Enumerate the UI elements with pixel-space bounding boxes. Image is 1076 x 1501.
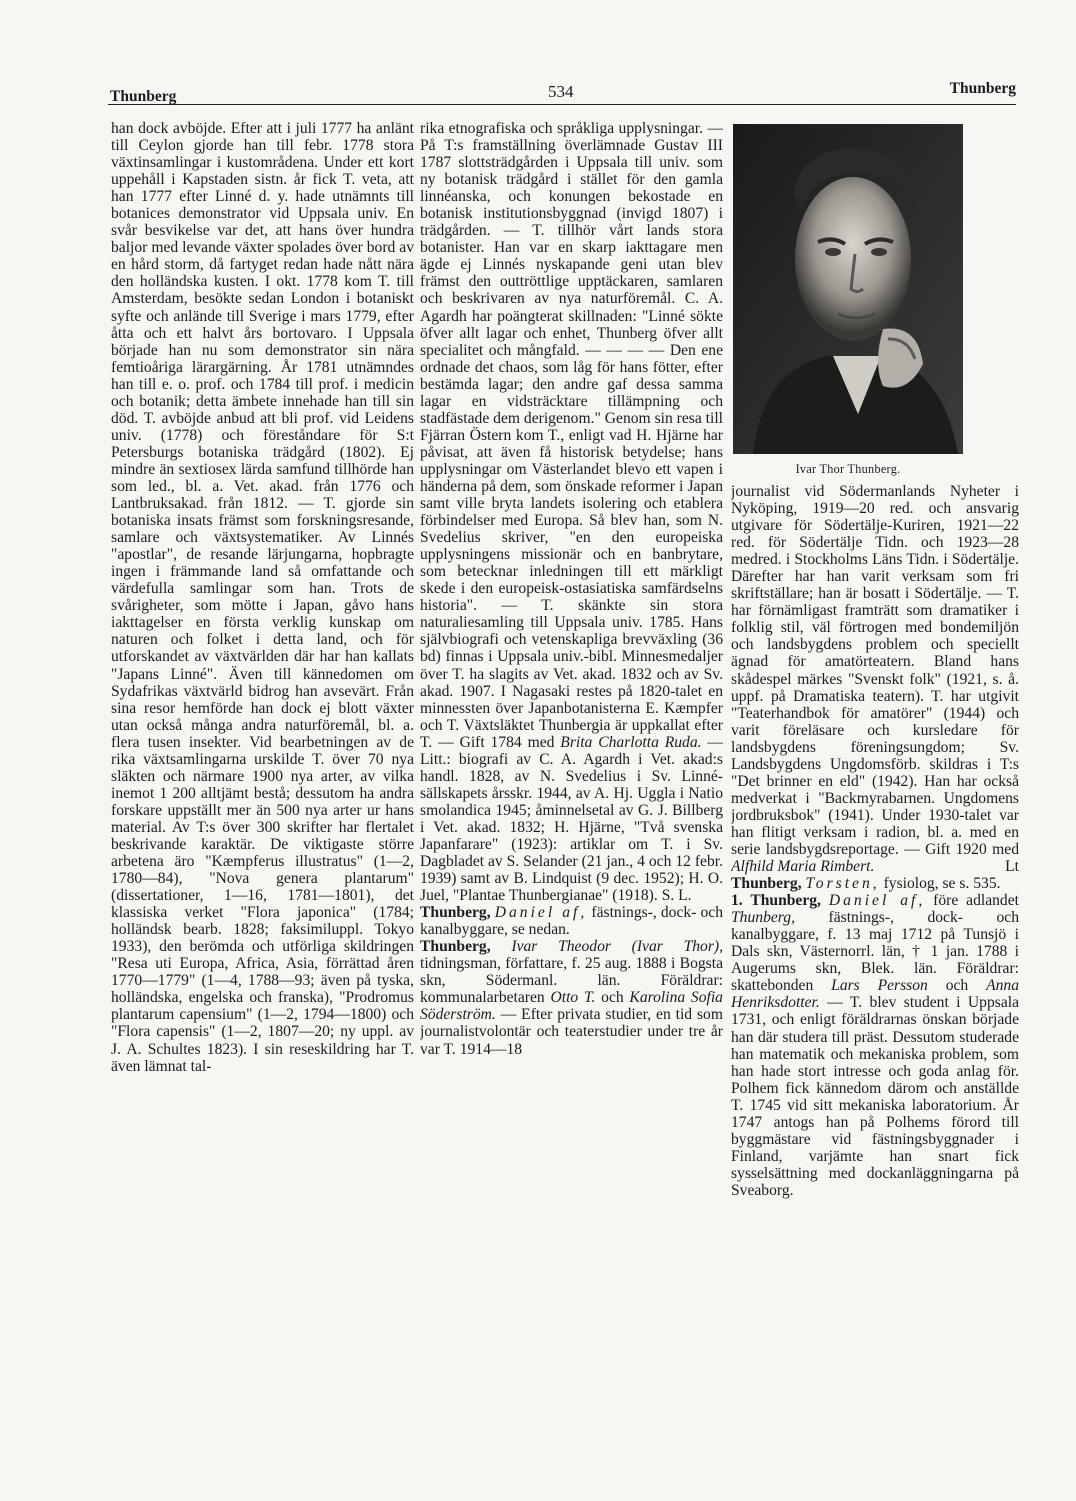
- portrait-photo: [733, 124, 963, 454]
- portrait-caption: Ivar Thor Thunberg.: [795, 462, 901, 476]
- mother-name: Anna Henriksdotter.: [731, 977, 1019, 1012]
- entry-ivar: [420, 938, 723, 1057]
- entry-given-name: Daniel af,: [494, 904, 588, 922]
- entry-text: före adlandet: [933, 892, 1019, 910]
- spouse-name: Alfhild Maria Rimbert.: [731, 858, 875, 876]
- conjunction: och: [945, 977, 969, 995]
- column-1-text: han dock avböjde. Efter att i juli 1777 ha anlänt till Ceylon gjorde han till febr. 1778 stora växtinsamlingar i kustområdena. Under ett kort uppehåll i Kapstaden sistn. år fick T. veta, att han 1777 efter Linné d. y. hade utnämnts till botanices demonstrator vid Uppsala univ. En svår besvikelse var det, att hans över hundra baljor med levande växter spolades över bord av en hård storm, då fartyget redan hade nått nära den holländska kusten. I okt. 1778 kom T. till Amsterdam, besökte sedan London i botaniskt syfte och anlände till Sverige i mars 1779, efter åtta och ett halvt års bortovaro. I Uppsala började han nu som demonstrator sin nära femtioåriga lärargärning. År 1781 utnämndes han till e. o. prof. och 1784 till prof. i medicin och botanik; detta ämbete innehade han till sin död. T. avböjde anbud att bli prof. vid Leidens univ. (1778) och föreståndare för S:t Petersburgs botaniska trädgård (1802). Ej mindre än sextiosex lärda samfund tillhörde han som led., bl. a. Vet. akad. från 1776 och Lantbruksakad. från 1812. — T. gjorde sin botaniska insats främst som forskningsresande, samlare och växtsystematiker. Av Linnés "apostlar", de resande lärjungarna, hopbragte ingen i främmande land så omfattande och värdefulla samlingar som han. Trots de svårigheter, som mötte i Japan, gåvo hans iakttagelser en första verklig kunskap om naturen och folket i detta land, och för utforskandet av växtvärlden där har han kallats "Japans Linné". Även till kännedomen om Sydafrikas växtvärld bidrog han avsevärt. Från sina resor hemförde han dock ej blott växter utan också många andra naturföremål, bl. a. flera tusen insekter. Vid bearbetningen av de rika växtsamlingarna urskilde T. över 70 nya släkten och närmare 1900 nya arter, av vilka inemot 1 200 alltjämt bestå; dessutom ha andra forskare uppställt mer än 500 nya arter ur hans material. Av T:s över 300 skrifter har flertalet beskrivande karaktär. De viktigaste större arbetena äro "Kæmpferus illustratus" (1—2, 1780—84), "Nova genera plantarum" (dissertationer, 1—16, 1781—1801), det klassiska verket "Flora japonica" (1784; holländsk bearb. 1828; faksimiluppl. Tokyo 1933), den berömda och utförliga skildringen "Resa uti Europa, Africa, Asia, förrättad åren 1770—1779" (1—4, 1788—93; även på tyska, holländska, engelska och franska), "Prodromus plantarum capensium" (1—2, 1794—1800) och "Flora capensis" (1—2, 1807—20; ny uppl. av J. A. Schultes 1823). I sin reseskildring har T. även lämnat tal-: [111, 120, 414, 1075]
- entry-surname: Thunberg,: [420, 938, 491, 956]
- column-3-body: [731, 483, 1019, 875]
- column-1: [111, 120, 414, 1380]
- column-3: [731, 483, 1019, 1378]
- father-name: Lars Persson: [831, 977, 928, 995]
- spouse-name: Brita Charlotta Ruda.: [560, 733, 702, 751]
- mother-name: Karolina Sofia Söderström.: [420, 989, 723, 1024]
- entry-text: fysiolog, se s. 535.: [883, 875, 1001, 893]
- running-head-right: Thunberg: [949, 80, 1016, 97]
- entry-daniel-xref: [420, 904, 723, 938]
- entry-text-continued: — Efter privata studier, en tid som journalistvolontär och teaterstudier under tre år var T. 1914—18: [420, 1006, 723, 1058]
- column-2: [420, 120, 723, 1380]
- signature: S. L.: [661, 887, 692, 905]
- column-3-text: journalist vid Södermanlands Nyheter i Nyköping, 1919—20 red. och ansvarig utgivare för Södertälje-Kuriren, 1921—22 red. för Södertälje Tidn. och 1923—28 medred. i Stockholms Läns Tidn. i Södertälje. Därefter har han varit verksam som fri skriftställare; han är bosatt i Södertälje. — T. har förnämligast framträtt som dramatiker i folklig stil, väl förtrogen med bondemiljön och landsbygdens problem och speciellt ägnad för amatörteatern. Bland hans skådespel märkes "Svenskt folk" (1921, s. å. uppf. på Dramatiska teatern). T. har utgivit "Teaterhandbok för amatörer" (1944) och varit föreläsare och kursledare för landsbygdens föreningsungdom; Sv. Landsbygdens Ungdomsförb. skildras i T:s "Det brinner en eld" (1942). Han har också medverkat i "Backmyrabarnen. Ungdomens jordbruksbok" (1941). Under 1930-talet var han flitigt verksam i radion, bl. a. med en serie landsbygdsreportage. — Gift 1920 med: [731, 483, 1019, 858]
- entry-daniel-af: [731, 892, 1019, 1199]
- portrait-image: [733, 124, 963, 454]
- father-name: Otto T.: [550, 989, 596, 1007]
- entry-text-final: — T. blev student i Uppsala 1731, och enligt föräldrarnas önskan började han där studera till präst. Dessutom studerade han matematik och mekaniska problem, som han hade stort intresse och goda anlag för. Polhem fick kännedom därom och anställde T. 1745 vid sitt mekaniska laboratorium. År 1747 antogs han på Polhems förord till byggmästare vid fästningsbyggnader i Finland, varjämte han snart fick sysselsättning med dockanläggningarna på Sveaborg.: [731, 994, 1019, 1199]
- entry-surname: Thunberg,: [731, 875, 802, 893]
- entry-given-name: Ivar Theodor (Ivar Thor),: [511, 938, 723, 956]
- conjunction: och: [601, 989, 624, 1007]
- column-2-body: [420, 120, 723, 904]
- entry-torsten: [731, 875, 1019, 892]
- entry-text: tidningsman, författare, f. 25 aug. 1888 i Bogsta skn, Södermanl. län. Föräldrar: kommunalarbetaren: [420, 955, 723, 1007]
- page-number: 534: [548, 82, 574, 101]
- former-name: Thunberg,: [731, 909, 795, 927]
- signature: Lt: [1005, 858, 1019, 876]
- entry-text-continued: fästnings-, dock- och kanalbyggare, f. 13 maj 1712 på Tunsjö i Dals skn, Västernorrl. län, † 1 jan. 1788 i Augerums skn, Blek. län. Föräldrar: skattebonden: [731, 909, 1019, 995]
- entry-given-name: Daniel af,: [828, 892, 926, 910]
- literature-text: — Litt.: biografi av C. A. Agardh i Vet. akad:s handl. 1828, av N. Svedelius i Sv. Linné-sällskapets årsskr. 1944, av A. Hj. Uggla i Natio smolandica 1945; åminnelsetal av G. J. Billberg i Vet. akad. 1832; H. Hjärne, "Två svenska Japanfarare" (1923): artiklar om T. i Sv. Dagbladet av S. Selander (21 jan., 4 och 12 febr. 1939) samt av B. Lindquist (9 dec. 1952); H. O. Juel, "Plantae Thunbergianae" (1918).: [420, 733, 723, 905]
- entry-given-name: Torsten,: [805, 875, 880, 893]
- entry-surname: 1. Thunberg,: [731, 892, 821, 910]
- column-2-text: rika etnografiska och språkliga upplysningar. — På T:s framställning överlämnade Gustav III 1787 slottsträdgården i Uppsala till univ. som ny botanisk trädgård i stället för den gamla linnéanska, och konungen bekostade en botanisk institutionsbyggnad (invigd 1807) i trädgården. — T. tillhör vårt lands stora botanister. Han var en skarp iakttagare men ägde ej Linnés nyskapande geni utan blev främst den outtröttlige upptäckaren, samlaren och beskrivaren av nya naturföremål. C. A. Agardh har poängterat skillnaden: "Linné sökte öfver allt lagar och enhet, Thunberg öfver allt specialitet och mångfald. — — — — Den ene ordnade det chaos, som låg för hans fötter, efter bestämda lagar; den andre gaf dessa samma lagar en vidsträcktare tillämpning och stadfästade dem derigenom." Genom sin resa till Fjärran Östern kom T., enligt vad H. Hjärne har påvisat, att även få historisk betydelse; hans upplysningar om Västerlandet blevo ett vapen i händerna på dem, som önskade reformer i Japan samt ville bryta landets isolering och etablera förbindelser med Europa. Så blev han, som N. Svedelius skriver, "en den europeiska upplysningens missionär och en banbrytare, som betecknar inledningen till ett märkligt skede i den europeisk-ostasiatiska samfärdselns historia". — T. skänkte sin stora naturaliesamling till Uppsala univ. 1785. Hans självbiografi och vetenskapliga brevväxling (36 bd) finnas i Uppsala univ.-bibl. Minnesmedaljer över T. ha slagits av Vet. akad. 1832 och av Sv. akad. 1907. I Nagasaki restes på 1820-talet en minnessten över Japanbotanisterna E. Kæmpfer och T. Växtsläktet Thunbergia är uppkallat efter T. — Gift 1784 med: [420, 120, 723, 751]
- page-header: [108, 78, 1016, 105]
- entry-surname: Thunberg,: [420, 904, 491, 922]
- entry-text: fästnings-, dock- och kanalbyggare, se nedan.: [420, 904, 723, 939]
- running-head-left: Thunberg: [110, 88, 177, 105]
